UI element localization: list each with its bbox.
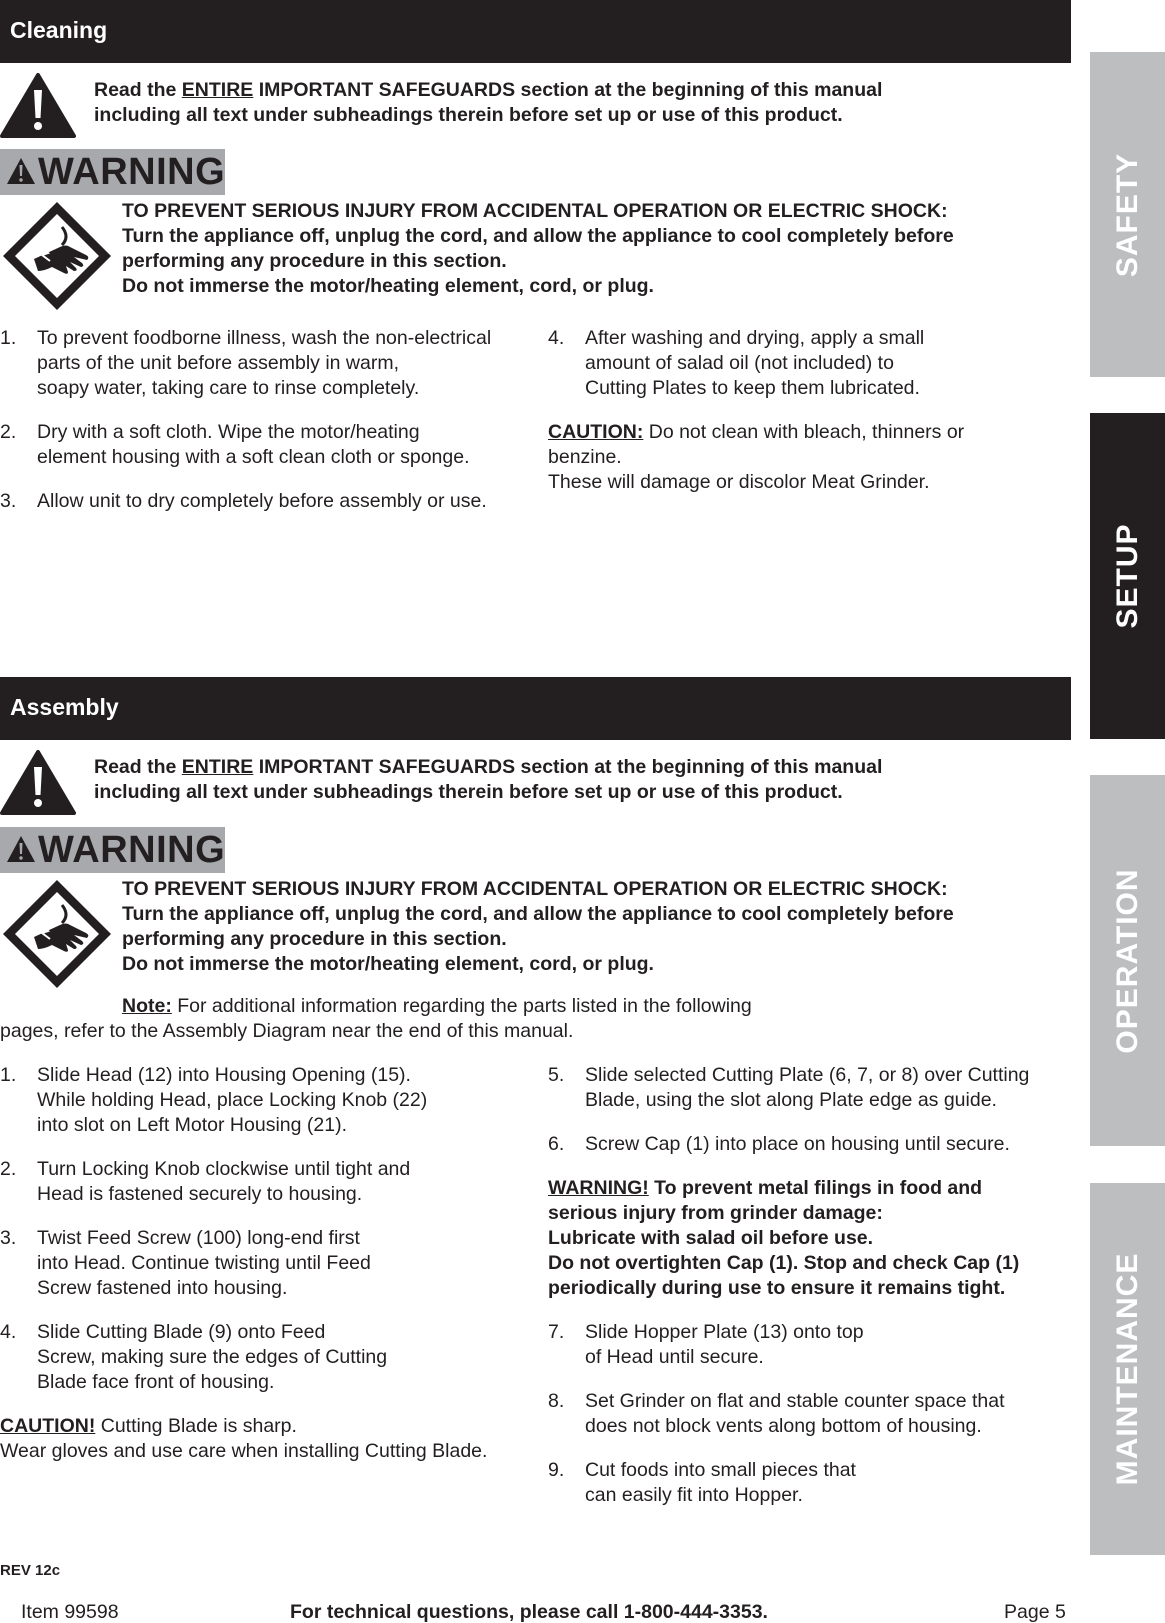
list-item: 6. Screw Cap (1) into place on housing until secure.	[548, 1133, 1010, 1155]
exclamation-icon	[0, 72, 76, 139]
page-number: Page 5	[1004, 1601, 1066, 1623]
warning-line: performing any procedure in this section.	[122, 250, 507, 272]
cleaning-warning-badge	[0, 149, 225, 195]
list-item: 2. Dry with a soft cloth. Wipe the motor/heating element housing with a soft clean cloth or sponge.	[0, 421, 470, 468]
list-item: 4. Slide Cutting Blade (9) onto Feed Screw, making sure the edges of Cutting Blade face front of housing.	[0, 1321, 388, 1393]
warning-line: Do not immerse the motor/heating element, cord, or plug.	[122, 275, 654, 297]
read-line-2: including all text under subheadings therein before set up or use of this product.	[94, 781, 843, 803]
read-text: Read the	[94, 79, 182, 101]
revision-label: REV 12c	[0, 1562, 61, 1579]
list-item: 2. Turn Locking Knob clockwise until tight and Head is fastened securely to housing.	[0, 1158, 411, 1205]
warning-triangle-icon	[6, 835, 36, 863]
list-item: 4. After washing and drying, apply a small amount of salad oil (not included) to Cutting Plates to keep them lubricated.	[548, 327, 925, 399]
read-text: Read the	[94, 756, 182, 778]
list-item: 9. Cut foods into small pieces that can easily fit into Hopper.	[548, 1459, 856, 1506]
cleaning-left-column	[0, 326, 540, 533]
cleaning-header	[0, 0, 1071, 63]
list-item: 7. Slide Hopper Plate (13) onto top of Head until secure.	[548, 1321, 864, 1368]
warning-line: performing any procedure in this section.	[122, 928, 507, 950]
tab-setup[interactable]: SETUP	[1090, 413, 1165, 739]
read-text-cont: IMPORTANT SAFEGUARDS section at the beginning of this manual	[253, 79, 883, 101]
read-text-cont: IMPORTANT SAFEGUARDS section at the beginning of this manual	[253, 756, 883, 778]
warning-word: WARNING	[38, 829, 226, 871]
tab-maintenance[interactable]: MAINTENANCE	[1090, 1183, 1165, 1555]
assembly-caution: CAUTION! Cutting Blade is sharp. Wear gloves and use care when installing Cutting Blade.	[0, 1415, 488, 1462]
tab-operation[interactable]: OPERATION	[1090, 775, 1165, 1146]
read-emph: ENTIRE	[181, 79, 254, 101]
warning-line: Turn the appliance off, unplug the cord, and allow the appliance to cool completely before	[122, 225, 954, 247]
list-item: 1. Slide Head (12) into Housing Opening (15). While holding Head, place Locking Knob (22) into slot on Left Motor Housing (21).	[0, 1064, 428, 1136]
electric-shock-hand-icon	[0, 199, 114, 313]
list-item: 1. To prevent foodborne illness, wash the non-electrical parts of the unit before assembly in warm, soapy water, taking care to rinse completely.	[0, 327, 492, 399]
warning-triangle-icon	[6, 157, 36, 185]
cleaning-title: Cleaning	[10, 17, 108, 43]
assembly-warning-badge	[0, 827, 225, 873]
assembly-title: Assembly	[10, 694, 119, 720]
assembly-left-column	[0, 1063, 540, 1483]
tab-safety[interactable]: SAFETY	[1090, 52, 1165, 377]
warning-line: TO PREVENT SERIOUS INJURY FROM ACCIDENTAL OPERATION OR ELECTRIC SHOCK:	[122, 200, 948, 222]
read-emph: ENTIRE	[181, 756, 254, 778]
assembly-note: Note: For additional information regarding the parts listed in the following pages, refer to the Assembly Diagram near the end of this manual.	[0, 995, 752, 1042]
electric-shock-hand-icon	[0, 877, 114, 991]
list-item: 3. Allow unit to dry completely before assembly or use.	[0, 490, 487, 512]
warning-line: TO PREVENT SERIOUS INJURY FROM ACCIDENTAL OPERATION OR ELECTRIC SHOCK:	[122, 878, 948, 900]
list-item: 5. Slide selected Cutting Plate (6, 7, or 8) over Cutting Blade, using the slot along Plate edge as guide.	[548, 1064, 1030, 1111]
exclamation-icon	[0, 749, 76, 816]
assembly-warning-note: WARNING! To prevent metal filings in food and serious injury from grinder damage: Lubricate with salad oil before use. Do not overtighten Cap (1). Stop and check Cap (1) periodically during use to ensure it remains tight.	[548, 1177, 1020, 1299]
tech-support-line: For technical questions, please call 1-800-444-3353.	[290, 1601, 768, 1623]
item-number: Item 99598	[21, 1601, 119, 1623]
list-item: 8. Set Grinder on flat and stable counter space that does not block vents along bottom of housing.	[548, 1390, 1005, 1437]
cleaning-right-column	[548, 326, 1068, 514]
warning-word: WARNING	[38, 151, 226, 193]
read-line-2: including all text under subheadings therein before set up or use of this product.	[94, 104, 843, 126]
cleaning-caution: CAUTION: Do not clean with bleach, thinners or benzine. These will damage or discolor Meat Grinder.	[548, 421, 965, 493]
list-item: 3. Twist Feed Screw (100) long-end first into Head. Continue twisting until Feed Screw fastened into housing.	[0, 1227, 371, 1299]
warning-line: Turn the appliance off, unplug the cord, and allow the appliance to cool completely before	[122, 903, 954, 925]
assembly-header	[0, 677, 1071, 740]
assembly-right-column	[548, 1063, 1068, 1527]
warning-line: Do not immerse the motor/heating element, cord, or plug.	[122, 953, 654, 975]
